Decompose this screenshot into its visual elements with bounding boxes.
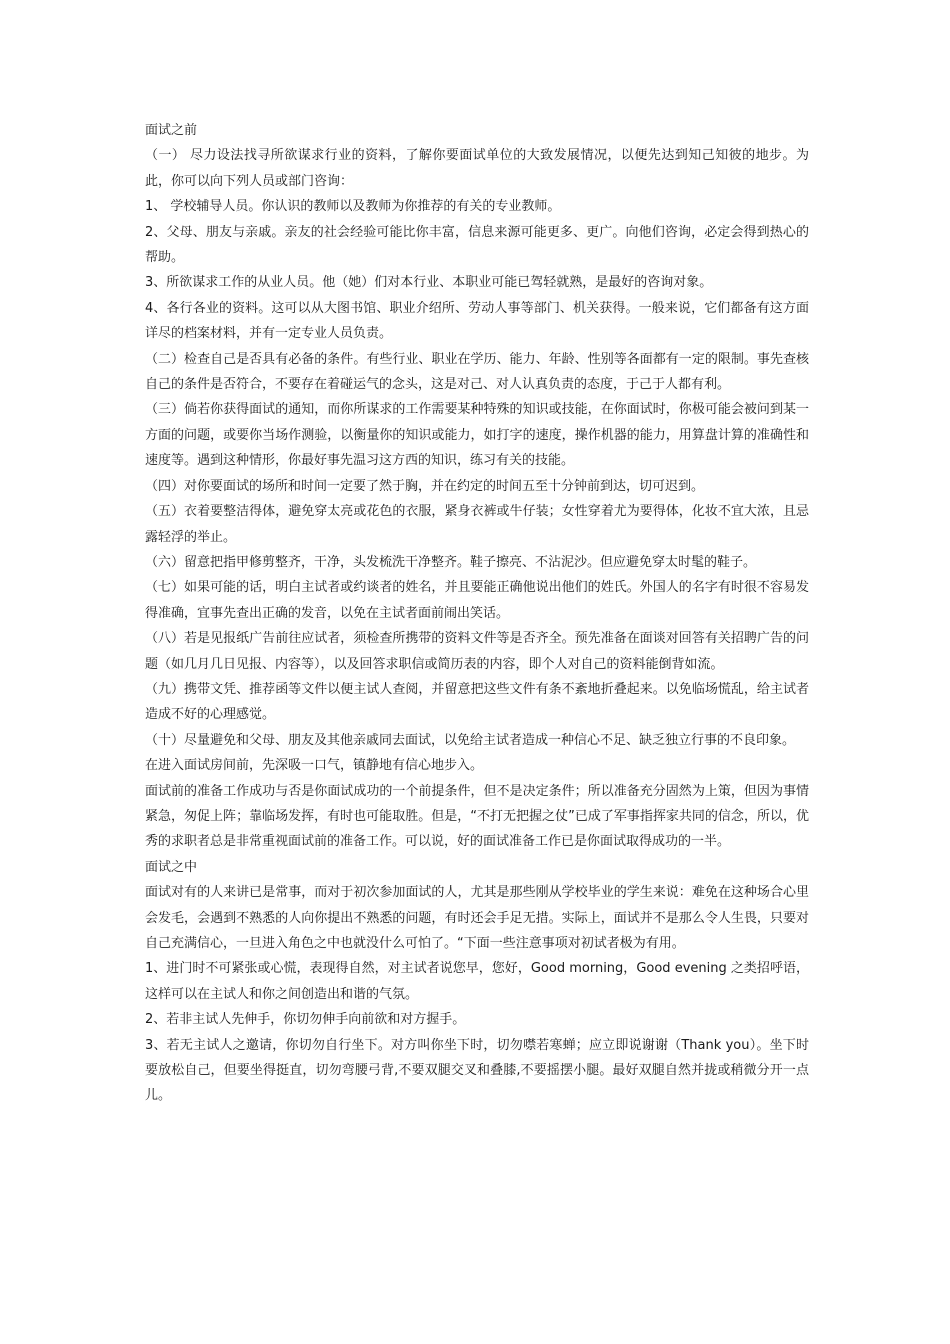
paragraph: （七）如果可能的话，明白主试者或约谈者的姓名，并且要能正确他说出他们的姓氏。外国人的名字有时很不容易发得准确，宜事先查出正确的发音，以免在主试者面前闹出笑话。 <box>145 580 809 621</box>
paragraph: 4、各行各业的资料。这可以从大图书馆、职业介绍所、劳动人事等部门、机关获得。一般来说，它们都备有这方面详尽的档案材料，并有一定专业人员负责。 <box>145 300 809 342</box>
paragraph: 在进入面试房间前，先深吸一口气，镇静地有信心地步入。 <box>145 758 484 774</box>
paragraph: 2、父母、朋友与亲戚。亲友的社会经验可能比你丰富，信息来源可能更多、更广。向他们咨询，必定会得到热心的帮助。 <box>145 224 809 266</box>
paragraph: （四）对你要面试的场所和时间一定要了然于胸，并在约定的时间五至十分钟前到达，切可迟到。 <box>145 478 705 494</box>
paragraph: （六）留意把指甲修剪整齐，干净，头发梳洗干净整齐。鞋子擦亮、不沾泥沙。但应避免穿太时髦的鞋子。 <box>145 554 757 570</box>
paragraph: 2、若非主试人先伸手，你切勿伸手向前欲和对方握手。 <box>145 1012 466 1028</box>
paragraph: （一） 尽力设法找寻所欲谋求行业的资料，了解你要面试单位的大致发展情况，以便先达到知己知彼的地步。为此，你可以向下列人员或部门咨询： <box>145 148 809 189</box>
paragraph: 1、进门时不可紧张或心慌，表现得自然，对主试者说您早，您好，Good morning，Good evening 之类招呼语，这样可以在主试人和你之间创造出和谐的气氛。 <box>145 961 809 1002</box>
paragraph: 1、 学校辅导人员。你认识的教师以及教师为你推荐的有关的专业教师。 <box>145 199 561 215</box>
paragraph: （九）携带文凭、推荐函等文件以便主试人查阅，并留意把这些文件有条不紊地折叠起来。以免临场慌乱，给主试者造成不好的心理感觉。 <box>145 681 809 723</box>
paragraph: （八）若是见报纸广告前往应试者，须检查所携带的资料文件等是否齐全。预先准备在面谈对回答有关招聘广告的问题（如几月几日见报、内容等），以及回答求职信或简历表的内容，即个人对自己的资料能倒背如流。 <box>145 631 809 672</box>
paragraph: 面试前的准备工作成功与否是你面试成功的一个前提条件，但不是决定条件；所以准备充分固然为上策，但因为事情紧急，匆促上阵；靠临场发挥，有时也可能取胜。但是，“不打无把握之仗”已成了军事指挥家共同的信念，所以，优秀的求职者总是非常重视面试前的准备工作。可以说，好的面试准备工作已是你面试取得成功的一半。 <box>145 783 809 850</box>
section-heading: 面试之中 <box>145 859 198 875</box>
paragraph: （五）衣着要整洁得体，避免穿太亮或花色的衣服，紧身衣裤或牛仔装；女性穿着尤为要得体，化妆不宜大浓，且忌露轻浮的举止。 <box>145 504 809 545</box>
paragraph: （十）尽量避免和父母、朋友及其他亲戚同去面试，以免给主试者造成一种信心不足、缺乏独立行事的不良印象。 <box>145 732 796 748</box>
paragraph: （三）倘若你获得面试的通知，而你所谋求的工作需要某种特殊的知识或技能，在你面试时，你极可能会被问到某一方面的问题，或要你当场作测验，以衡量你的知识或能力，如打字的速度，操作机器的能力，用算盘计算的准确性和速度等。遇到这种情形，你最好事先温习这方西的知识，练习有关的技能。 <box>145 402 809 469</box>
paragraph: （二）检查自己是否具有必备的条件。有些行业、职业在学历、能力、年龄、性别等各面都有一定的限制。事先查核自己的条件是否符合，不要存在着碰运气的念头，这是对己、对人认真负责的态度，于己于人都有利。 <box>145 351 809 393</box>
paragraph: 3、若无主试人之邀请，你切勿自行坐下。对方叫你坐下时，切勿噤若寒蝉；应立即说谢谢（Thank you）。坐下时要放松自己，但要坐得挺直，切勿弯腰弓背,不要双腿交叉和叠膝,不要摇摆小腿。最好双腿自然并拢或稍微分开一点儿。 <box>145 1037 809 1104</box>
document-body <box>145 118 809 1109</box>
paragraph: 3、所欲谋求工作的从业人员。他（她）们对本行业、本职业可能已驾轻就熟，是最好的咨询对象。 <box>145 275 713 291</box>
section-heading: 面试之前 <box>145 123 198 138</box>
paragraph: 面试对有的人来讲已是常事，而对于初次参加面试的人，尤其是那些刚从学校毕业的学生来说：难免在这种场合心里会发毛，会遇到不熟悉的人向你提出不熟悉的问题，有时还会手足无措。实际上，面试并不是那么令人生畏，只要对自己充满信心，一旦进入角色之中也就没什么可怕了。“下面一些注意事项对初试者极为有用。 <box>145 885 809 951</box>
